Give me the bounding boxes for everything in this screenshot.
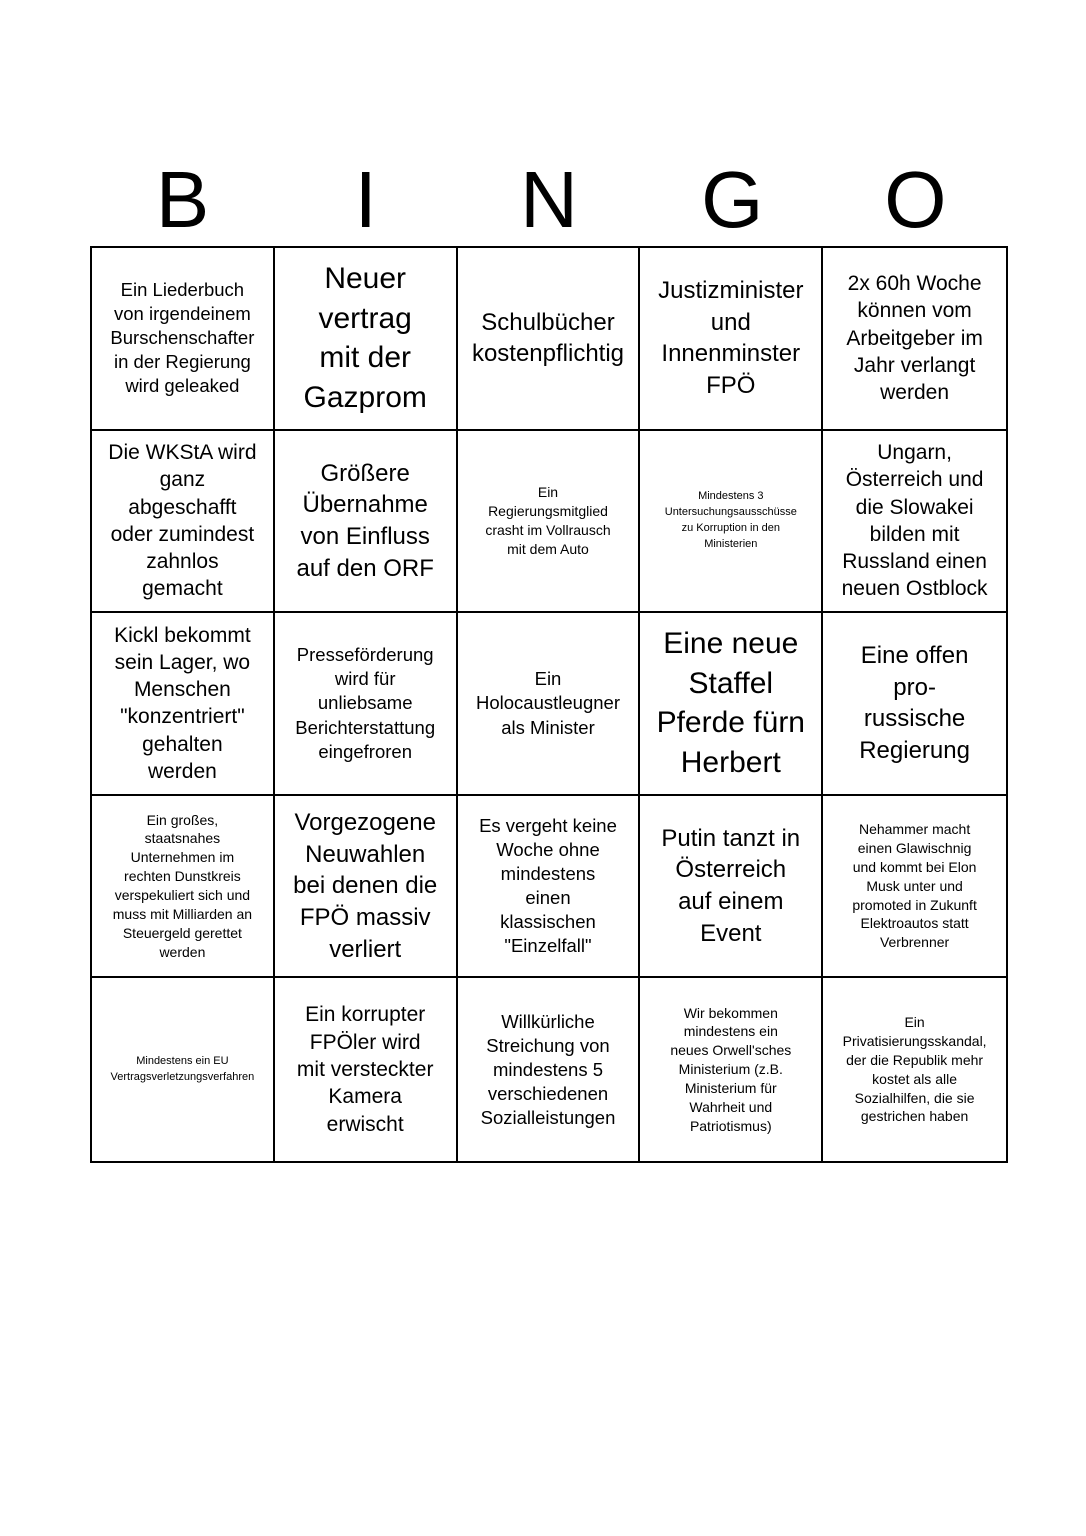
cell-text: Justizminister und Innenminster FPÖ xyxy=(658,276,804,399)
cell-text: Neuer vertrag mit der Gazprom xyxy=(303,262,427,414)
bingo-cell-r5-c5 xyxy=(823,978,1006,1161)
bingo-cell-r5-c1 xyxy=(92,978,275,1161)
cell-text: Ein Liederbuch von irgendeinem Burschenschafter in der Regierung wird geleaked xyxy=(110,279,255,397)
bingo-cell-r2-c3 xyxy=(458,431,641,614)
cell-text: Kickl bekommt sein Lager, wo Menschen "konzentriert" gehalten werden xyxy=(114,623,251,784)
cell-text: Mindestens 3 Untersuchungsausschüsse zu Korruption in den Ministerien xyxy=(664,490,797,550)
bingo-cell-r3-c2 xyxy=(275,613,458,796)
bingo-cell-r4-c4 xyxy=(640,796,823,979)
cell-text: Ein korrupter FPÖler wird mit versteckter Kamera erwischt xyxy=(296,1003,434,1136)
bingo-cell-r2-c4 xyxy=(640,431,823,614)
bingo-cell-r4-c1 xyxy=(92,796,275,979)
header-letter-g: G xyxy=(701,155,764,244)
bingo-header xyxy=(91,150,1007,250)
cell-text: Vorgezogene Neuwahlen bei denen die FPÖ massiv verliert xyxy=(293,808,438,963)
cell-text: Schulbücher kostenpflichtig xyxy=(471,308,625,368)
cell-text: Die WKStA wird ganz abgeschafft oder zumindest zahnlos gemacht xyxy=(108,441,257,601)
bingo-cell-r4-c3 xyxy=(458,796,641,979)
cell-text: Ein Privatisierungsskandal, der die Republik mehr kostet als alle Sozialhilfen, die sie gestrichen haben xyxy=(842,1014,987,1125)
cell-text: Ein großes, staatsnahes Unternehmen im rechten Dunstkreis verspekuliert sich und muss mit Milliarden an Steuergeld gerettet werden xyxy=(112,811,253,960)
cell-text: Ein Holocaustleugner als Minister xyxy=(476,668,620,738)
cell-text: Es vergeht keine Woche ohne mindestens einen klassischen "Einzelfall" xyxy=(479,814,617,957)
bingo-cell-r3-c5 xyxy=(823,613,1006,796)
cell-text: 2x 60h Woche können vom Arbeitgeber im Jahr verlangt werden xyxy=(846,272,983,405)
cell-text: Presseförderung wird für unliebsame Berichterstattung eingefroren xyxy=(295,644,436,762)
bingo-cell-r4-c5 xyxy=(823,796,1006,979)
cell-text: Eine offen pro- russische Regierung xyxy=(859,642,970,765)
cell-text: Wir bekommen mindestens ein neues Orwell'sches Ministerium (z.B. Ministerium für Wahrheit und Patriotismus) xyxy=(670,1004,792,1134)
bingo-cell-r3-c1 xyxy=(92,613,275,796)
bingo-cell-r1-c5 xyxy=(823,248,1006,431)
cell-text: Putin tanzt in Österreich auf einem Event xyxy=(661,824,801,947)
header-letter-o: O xyxy=(884,155,947,244)
bingo-cell-r4-c2 xyxy=(275,796,458,979)
header-letter-n: N xyxy=(520,155,578,244)
header-letter-b: B xyxy=(155,155,210,244)
cell-text: Eine neue Staffel Pferde fürn Herbert xyxy=(656,627,805,780)
bingo-cell-r3-c4 xyxy=(640,613,823,796)
bingo-cell-r5-c2 xyxy=(275,978,458,1161)
bingo-cell-r3-c3 xyxy=(458,613,641,796)
bingo-cell-r2-c1 xyxy=(92,431,275,614)
cell-text: Willkürliche Streichung von mindestens 5 verschiedenen Sozialleistungen xyxy=(480,1010,616,1128)
bingo-board xyxy=(90,246,1008,1163)
bingo-cell-r1-c3 xyxy=(458,248,641,431)
header-letter-i: I xyxy=(354,155,377,244)
bingo-cell-r1-c1 xyxy=(92,248,275,431)
bingo-cell-r5-c4 xyxy=(640,978,823,1161)
bingo-cell-r1-c2 xyxy=(275,248,458,431)
bingo-cell-r5-c3 xyxy=(458,978,641,1161)
bingo-cell-r2-c2 xyxy=(275,431,458,614)
cell-text: Größere Übernahme von Einfluss auf den ORF xyxy=(296,459,434,582)
bingo-cell-r1-c4 xyxy=(640,248,823,431)
bingo-cell-r2-c5 xyxy=(823,431,1006,614)
cell-text: Ungarn, Österreich und die Slowakei bilden mit Russland einen neuen Ostblock xyxy=(841,441,988,601)
cell-text: Mindestens ein EU Vertragsverletzungsverfahren xyxy=(110,1054,255,1083)
cell-text: Nehammer macht einen Glawischnig und kommt bei Elon Musk unter und promoted in Zukunft Elektroautos statt Verbrenner xyxy=(852,820,977,951)
cell-text: Ein Regierungsmitglied crasht im Vollrausch mit dem Auto xyxy=(485,484,611,557)
